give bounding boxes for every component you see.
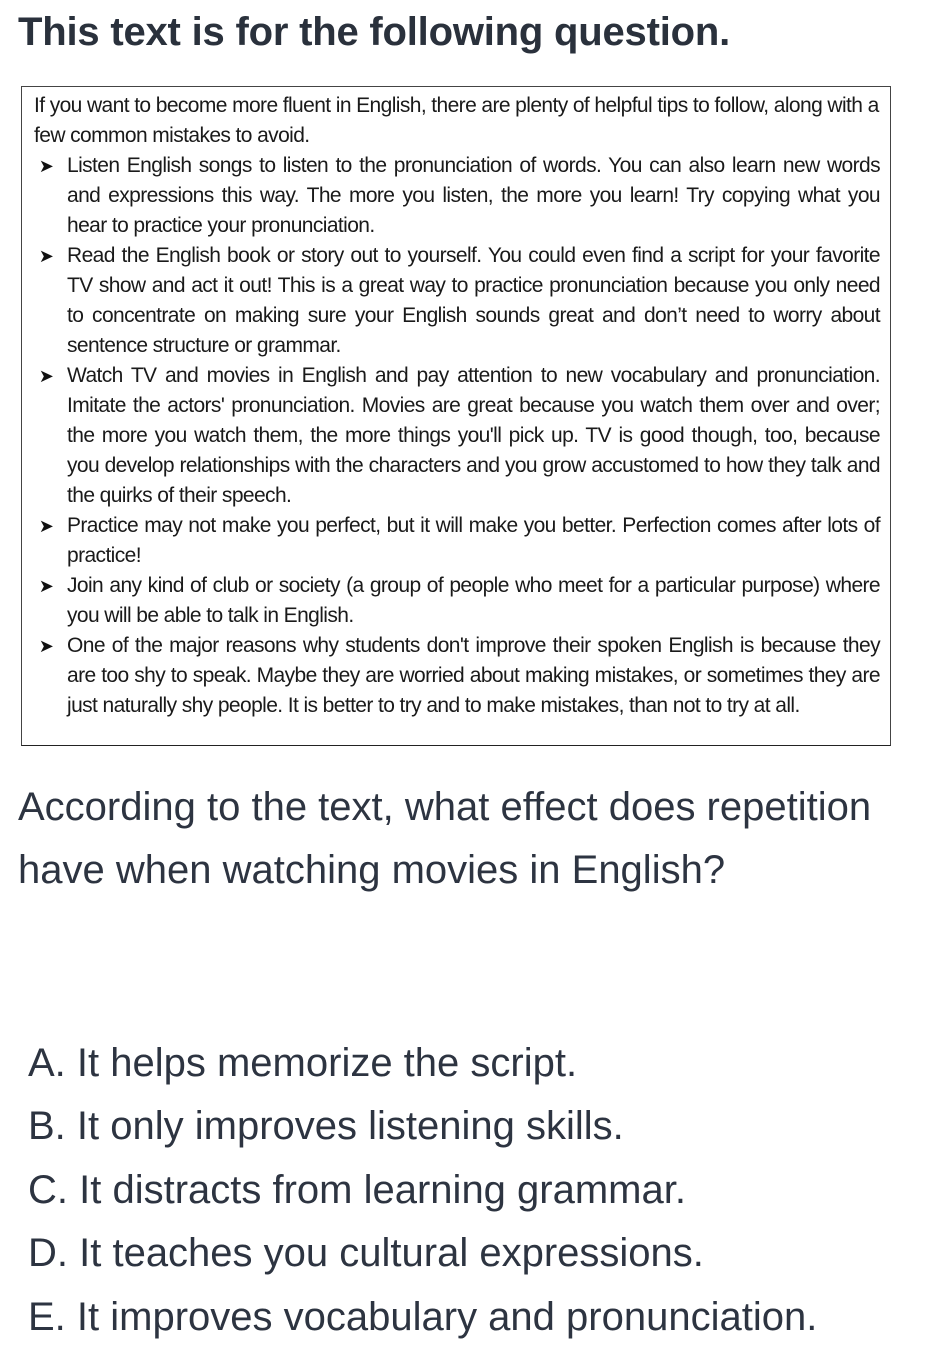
tip-item <box>34 361 880 511</box>
tip-text: Listen English songs to listen to the pronunciation of words. You can also learn new words and expressions this way. The more you listen, the more you learn! Try copying what you hear to practice your pronunciation. <box>67 154 880 237</box>
passage-intro: If you want to become more fluent in English, there are plenty of helpful tips to follow, along with a few common mistakes to avoid. <box>34 94 879 147</box>
arrow-bullet-icon: ➤ <box>38 636 54 656</box>
tips-list <box>34 151 880 721</box>
arrow-bullet-icon: ➤ <box>38 366 54 386</box>
tip-item <box>34 631 880 721</box>
tip-item <box>34 571 880 631</box>
option-a[interactable]: A. It helps memorize the script. <box>28 1041 578 1085</box>
arrow-bullet-icon: ➤ <box>38 156 54 176</box>
tip-item <box>34 511 880 571</box>
arrow-bullet-icon: ➤ <box>38 516 54 536</box>
tip-text: Read the English book or story out to yourself. You could even find a script for your favorite TV show and act it out! This is a great way to practice pronunciation because you only need to concentrate on making sure your English sounds great and don’t need to worry about sentence structure or grammar. <box>67 244 880 357</box>
option-b[interactable]: B. It only improves listening skills. <box>28 1104 624 1149</box>
tip-item <box>34 151 880 241</box>
arrow-bullet-icon: ➤ <box>38 246 54 266</box>
tip-text: One of the major reasons why students don't improve their spoken English is because they are too shy to speak. Maybe they are worried about making mistakes, or sometimes they are just naturally shy people. It is better to try and to make mistakes, than not to try at all. <box>67 634 880 717</box>
tip-text: Watch TV and movies in English and pay attention to new vocabulary and pronunciation. Imitate the actors' pronunciation. Movies are great because you watch them over and over; the more you watch them, the more things you'll pick up. TV is good though, too, because you develop relationships with the characters and you grow accustomed to how they talk and the quirks of their speech. <box>67 364 880 507</box>
question-text: According to the text, what effect does repetition have when watching movies in English? <box>18 785 872 892</box>
option-c[interactable]: C. It distracts from learning grammar. <box>28 1167 686 1212</box>
question-heading: This text is for the following question. <box>18 10 731 54</box>
tip-text: Practice may not make you perfect, but it will make you better. Perfection comes after lots of practice! <box>67 514 880 567</box>
reading-passage <box>21 86 891 746</box>
arrow-bullet-icon: ➤ <box>38 576 54 596</box>
answer-options <box>28 1032 928 1349</box>
tip-text: Join any kind of club or society (a group of people who meet for a particular purpose) where you will be able to talk in English. <box>67 574 880 627</box>
option-e[interactable]: E. It improves vocabulary and pronunciation. <box>28 1294 818 1339</box>
tip-item <box>34 241 880 361</box>
option-d[interactable]: D. It teaches you cultural expressions. <box>28 1231 704 1276</box>
